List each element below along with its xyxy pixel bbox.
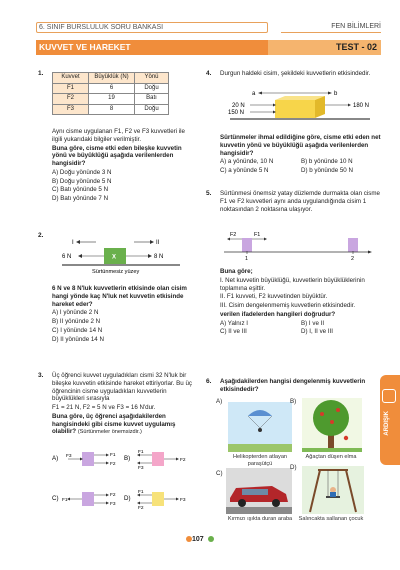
- q6-caption-b: Ağaçtan düşen elma: [305, 454, 357, 460]
- q3-number: 3.: [38, 372, 44, 379]
- brand-logo-icon: [382, 389, 396, 403]
- q5-body: [220, 268, 382, 337]
- q6-caption-d: Salıncakta sallanan çocuk: [298, 516, 364, 522]
- q2-figure: [52, 236, 192, 276]
- q5-intro: [220, 190, 382, 214]
- q3-d-f2: F2: [138, 506, 144, 511]
- q4-option[interactable]: A) a yönünde, 10 N: [220, 158, 274, 166]
- q2-dir-left: I: [72, 240, 74, 246]
- q3-a-f2: F2: [110, 462, 116, 467]
- q6-option-b[interactable]: B): [290, 398, 297, 405]
- q1-body: [52, 128, 192, 204]
- q2-force-right: 8 N: [154, 254, 164, 260]
- q5-figure: [220, 230, 380, 260]
- q5-point-2: 2: [351, 256, 354, 262]
- q4-option[interactable]: B) b yönünde 10 N: [301, 158, 353, 166]
- q4-intro: [220, 70, 380, 79]
- q5-option[interactable]: A) Yalnız I: [220, 319, 248, 327]
- header-bar: [36, 40, 381, 55]
- q5-f1-label: F1: [254, 232, 261, 238]
- q3-body: [52, 372, 192, 437]
- q1-option[interactable]: C) Batı yönünde 5 N: [52, 186, 109, 194]
- table-cell: Doğu: [135, 104, 169, 115]
- q3-b-f2: F2: [180, 458, 186, 463]
- test-title: TEST - 02: [335, 42, 377, 52]
- q2-option[interactable]: A) I yönünde 2 N: [52, 309, 99, 317]
- q6-option-c[interactable]: C): [216, 470, 223, 477]
- q2-force-left: 6 N: [62, 254, 72, 260]
- car-image: [226, 468, 292, 514]
- q3-c-f2: F2: [110, 493, 116, 498]
- q5-statement: I. Net kuvvetin büyüklüğü, kuvvetlerin büyüklüklerinin toplamına eşittir.: [220, 276, 365, 292]
- brand-name: ARDIŞIK: [384, 411, 390, 436]
- table-cell: Batı: [135, 94, 169, 105]
- q6-caption-c: Kırmızı ışıkta duran araba: [227, 516, 293, 522]
- q4-dir-a: a: [252, 91, 256, 97]
- q5-option[interactable]: D) I, II ve III: [301, 328, 333, 336]
- q5-question: verilen ifadelerden hangileri doğrudur?: [220, 310, 336, 318]
- q3-intro: Üç öğrenci kuvvet uyguladıkları cismi 32 N'luk bir bileşke kuvvetin etkisinde hareket ettiriyorlar. Bu üç öğrencinin cisme uyguladıkları kuvvetlerin büyüklükleri sırasıyla: [52, 372, 192, 403]
- q5-lead: Buna göre;: [220, 268, 253, 275]
- q3-b-f1: F1: [138, 450, 144, 455]
- apple-tree-image: [302, 398, 362, 452]
- table-cell: Doğu: [135, 83, 169, 94]
- q2-option[interactable]: C) I yönünde 14 N: [52, 326, 103, 334]
- q3-c-f3: F3: [110, 502, 116, 507]
- q4-option[interactable]: C) a yönünde 5 N: [220, 167, 269, 174]
- q4-dir-b: b: [334, 91, 338, 97]
- q4-force-2: 150 N: [228, 110, 245, 116]
- q3-a-f1: F1: [110, 453, 116, 458]
- q5-point-1: 1: [245, 256, 248, 262]
- q3-options-figure: [52, 450, 202, 530]
- table-cell: 8: [89, 104, 135, 115]
- table-header: Yönü: [135, 73, 169, 84]
- q3-c-f1: F1: [62, 498, 68, 503]
- unit-title: KUVVET VE HAREKET: [36, 40, 268, 55]
- q1-option[interactable]: D) Batı yönünde 7 N: [52, 195, 109, 202]
- q5-number: 5.: [206, 190, 212, 197]
- table-cell: 6: [89, 83, 135, 94]
- q4-force-1: 20 N: [232, 103, 245, 109]
- q4-figure: [220, 88, 380, 130]
- q5-option[interactable]: C) II ve III: [220, 328, 247, 336]
- side-tab: [380, 375, 400, 465]
- q4-force-3: 180 N: [353, 103, 370, 109]
- q3-option-d: D): [124, 495, 131, 502]
- q4-body: [220, 134, 382, 176]
- q2-dir-right: II: [156, 240, 160, 246]
- parachutist-image: [228, 402, 292, 452]
- q5-f2-label: F2: [230, 232, 237, 238]
- q3-option-c: C): [52, 495, 59, 502]
- table-header: Kuvvet: [53, 73, 89, 84]
- q6-caption-a: Helikopterden atlayan paraşütçü: [232, 454, 288, 467]
- q3-d-f1: F1: [138, 490, 144, 495]
- q2-box-label: X: [112, 254, 117, 261]
- subject-title: FEN BİLİMLERİ: [281, 22, 381, 33]
- q6-number: 6.: [206, 378, 212, 385]
- q2-number: 2.: [38, 232, 44, 239]
- q3-b-f3: F3: [138, 466, 144, 471]
- q3-values: F1 = 21 N, F2 = 5 N ve F3 = 16 N'dur.: [52, 404, 156, 411]
- page-number: 107: [192, 536, 204, 543]
- table-cell: F3: [53, 104, 89, 115]
- series-title: 6. SINIF BURSLULUK SORU BANKASI: [36, 22, 268, 33]
- q2-option[interactable]: B) II yönünde 2 N: [52, 318, 101, 325]
- q1-table: [52, 72, 169, 115]
- q5-statement: II. F1 kuvveti, F2 kuvvetinden büyüktür.: [220, 293, 328, 301]
- q3-option-a: A): [52, 455, 59, 462]
- table-cell: F2: [53, 94, 89, 105]
- q3-question: Buna göre, üç öğrenci aşağıdakilerden hangisindeki gibi cisme kuvvet uygulamış olabilir?: [52, 412, 176, 436]
- table-cell: 19: [89, 94, 135, 105]
- q6-option-a[interactable]: A): [216, 398, 223, 405]
- q4-number: 4.: [206, 70, 212, 77]
- table-cell: F1: [53, 83, 89, 94]
- q5-statement: III. Cisim dengelenmemiş kuvvetlerin etkisindedir.: [220, 302, 356, 309]
- swing-image: [302, 466, 364, 514]
- q1-intro: Aynı cisme uygulanan F1, F2 ve F3 kuvvetleri ile ilgili yukarıdaki bilgiler verilmiştir.: [52, 128, 185, 143]
- q5-option[interactable]: B) I ve II: [301, 319, 325, 327]
- q4-option[interactable]: D) b yönünde 50 N: [301, 167, 353, 174]
- q1-option[interactable]: B) Doğu yönünde 5 N: [52, 177, 112, 185]
- q5-text: Sürtünmesi önemsiz yatay düzlemde durmakta olan cisme F1 ve F2 kuvvetleri aynı anda uygulandığında cisim 1 noktasından 2 noktasına ulaşıyor.: [220, 190, 380, 213]
- q1-number: 1.: [38, 70, 44, 77]
- q4-question: Sürtünmeler ihmal edildiğine göre, cisme etki eden net kuvvetin yönü ve büyüklüğü aşağıda verilenlerden hangisidir?: [220, 134, 381, 157]
- q1-question: Buna göre, cisme etki eden bileşke kuvvetin yönü ve büyüklüğü aşağıda verilenlerden hangisidir?: [52, 144, 182, 167]
- q3-note: (Sürtünmeler önemsizdir.): [77, 429, 142, 436]
- q2-body: [52, 285, 192, 344]
- q3-a-f3: F3: [66, 454, 72, 459]
- q3-option-b: B): [124, 455, 131, 462]
- q6-question: Aşağıdakilerden hangisi dengelenmiş kuvvetlerin etkisindedir?: [220, 378, 366, 393]
- q6-option-d[interactable]: D): [290, 464, 297, 471]
- q1-option[interactable]: A) Doğu yönünde 3 N: [52, 168, 112, 176]
- table-header: Büyüklük (N): [89, 73, 135, 84]
- q2-option[interactable]: D) II yönünde 14 N: [52, 335, 104, 343]
- q4-text: Durgun haldeki cisim, şekildeki kuvvetlerin etkisindedir.: [220, 70, 371, 77]
- q2-question: 6 N ve 8 N'luk kuvvetlerin etkisinde olan cisim hangi yönde kaç N'luk net kuvvetin etkisinde hareket eder?: [52, 285, 187, 308]
- q3-d-f3: F3: [180, 498, 186, 503]
- q2-surface: Sürtünmesiz yüzey: [92, 269, 140, 275]
- header-top: [36, 22, 381, 34]
